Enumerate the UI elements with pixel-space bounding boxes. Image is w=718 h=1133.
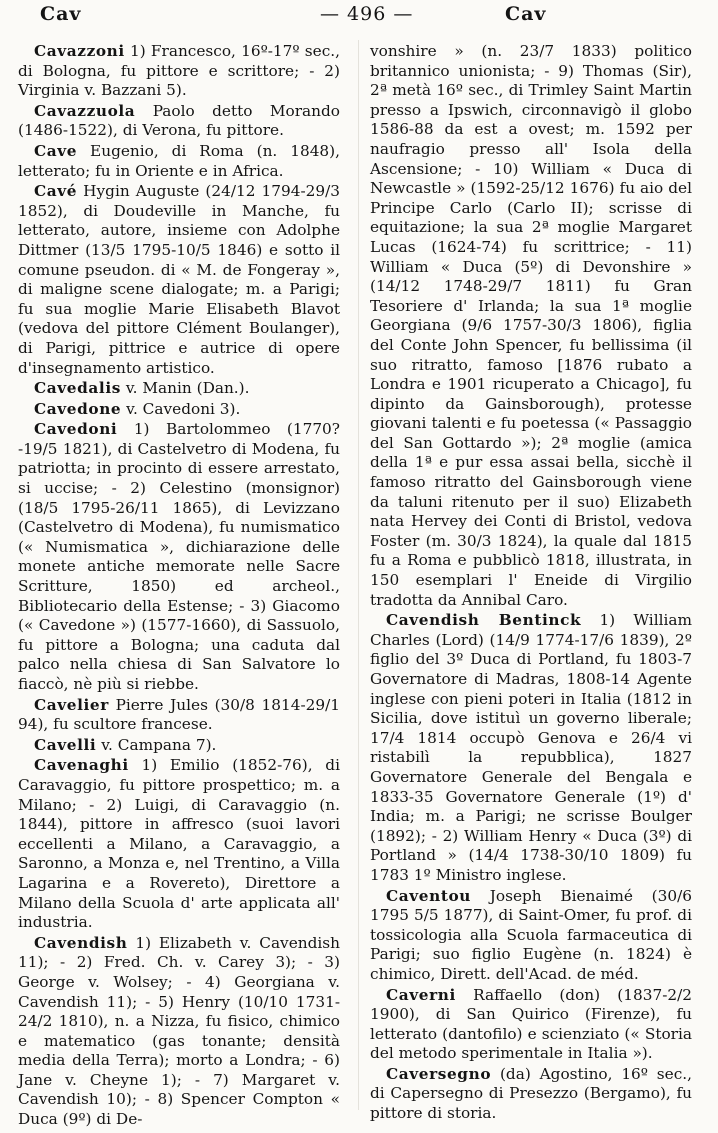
entry-text: Joseph Bienaimé (30/6 1795 5/5 1877), di Saint-Omer, fu prof. di tossicologia alla Scuola farmaceutica di Parigi; suo figlio Eugène (n. 1824) è chimico, Dirett. dell'Acad. de méd.: [370, 886, 692, 983]
entry-text: Paolo detto Morando (1486-1522), di Verona, fu pittore.: [18, 101, 340, 140]
entry-headword: Caverni: [386, 985, 456, 1004]
entry-text: 1) Bartolommeo (1770?-19/5 1821), di Castelvetro di Modena, fu patriotta; in procinto di essere arrestato, si uccise; - 2) Celestino (monsignor) (18/5 1795-26/11 1865), di Levizzano (Castelvetro di Modena), fu numismatico (« Numismatica », dichiarazione delle monete antiche memorate nelle Sacre Scritture, 1850) ed archeol., Bibliotecario della Estense; - 3) Giacomo (« Cavedone ») (1577-1660), di Sassuolo, fu pittore a Bologna; una caduta dal palco nella chiesa di San Salvatore lo fiaccò, nè più si riebbe.: [18, 420, 340, 693]
entry: [370, 986, 692, 1064]
entry-headword: Cavelli: [34, 735, 97, 754]
entry: [18, 934, 340, 1130]
entry-text: 1) William Charles (Lord) (14/9 1774-17/6 1839), 2º figlio del 3º Duca di Portland, fu 1803-7 Governatore di Madras, 1808-14 Agente inglese con pieni poteri in Italia (1812 in Sicilia, dove istituì un governo liberale; 17/4 1814 occupò Genova e 26/4 vi ristabilì la repubblica), 1827 Governatore Generale del Bengala e 1833-35 Governatore Generale (1º) d' India; m. a Parigi; ne scrisse Boulger (1892); - 2) William Henry « Duca (3º) di Portland » (14/4 1738-30/10 1809) fu 1783 1º Ministro inglese.: [370, 611, 692, 884]
entry: [18, 420, 340, 694]
entry: [370, 611, 692, 885]
entry: [18, 696, 340, 735]
entry-headword: Cavedone: [34, 399, 122, 418]
entry-headword: Caversegno: [386, 1064, 492, 1083]
entry: [18, 102, 340, 141]
entry: [18, 736, 340, 756]
page-header: [0, 0, 718, 36]
entry-text: Raffaello (don) (1837-2/2 1900), di San Quirico (Firenze), fu letterato (dantofilo) e scienziato (« Storia del metodo sperimentale in Italia »).: [370, 985, 692, 1063]
entry: [18, 379, 340, 399]
entry-headword: Cavazzuola: [34, 101, 136, 120]
entry-text: 1) Francesco, 16º-17º sec., di Bologna, fu pittore e scrittore; - 2) Virginia v. Bazzani 5).: [18, 42, 340, 100]
entry-headword: Caventou: [386, 886, 472, 905]
entry-text: Eugenio, di Roma (n. 1848), letterato; fu in Oriente e in Africa.: [18, 141, 340, 180]
header-right-guideword: Cav: [505, 3, 547, 25]
left-column: [18, 42, 340, 1131]
header-left-guideword: Cav: [40, 3, 82, 25]
entry-text: Pierre Jules (30/8 1814-29/1 94), fu scultore francese.: [18, 695, 340, 734]
entry-continuation: [370, 42, 692, 610]
entry-headword: Cavelier: [34, 695, 109, 714]
entry-headword: Cavedalis: [34, 379, 121, 398]
entry-text: v. Campana 7).: [96, 735, 217, 754]
entry: [18, 182, 340, 378]
entry-headword: Cavazzoni: [34, 42, 125, 60]
entry: [18, 756, 340, 932]
entry-headword: Cavenaghi: [34, 756, 129, 775]
entry: [370, 887, 692, 985]
right-column: [370, 42, 692, 1125]
entry-text: Hygin Auguste (24/12 1794-29/3 1852), di Doudeville in Manche, fu letterato, autore, insieme con Adolphe Dittmer (13/5 1795-10/5 1846) e sotto il comune pseudon. di « M. de Fongeray », di maligne scene dialogate; m. a Parigi; fu sua moglie Marie Elisabeth Blavot (vedova del pittore Clément Boulanger), di Parigi, pittrice e autrice di opere d'insegnamento artistico.: [18, 182, 340, 377]
column-gutter: [358, 40, 359, 1110]
entry-headword: Cavé: [34, 182, 78, 201]
entry-text: v. Manin (Dan.).: [120, 379, 250, 398]
entry: [18, 42, 340, 101]
entry-text: (da) Agostino, 16º sec., di Capersegno di Presezzo (Bergamo), fu pittore di storia.: [370, 1064, 692, 1123]
entry: [18, 142, 340, 181]
entry: [370, 1065, 692, 1124]
entry-text: v. Cavedoni 3).: [121, 399, 241, 418]
entry-headword: Cavendish: [34, 933, 128, 952]
page-number: — 496 —: [320, 3, 414, 25]
entry: [18, 400, 340, 420]
entry-headword: Cavendish Bentinck: [386, 611, 582, 630]
entry-headword: Cave: [34, 141, 78, 160]
entry-text: 1) Elizabeth v. Cavendish 11); - 2) Fred. Ch. v. Carey 3); - 3) George v. Wolsey; - 4) Georgiana v. Cavendish 11); - 5) Henry (10/10 1731-24/2 1810), n. a Nizza, fu fisico, chimico e matematico (gas tonante; densità media della Terra); morto a Londra; - 6) Jane v. Cheyne 1); - 7) Margaret v. Cavendish 10); - 8) Spencer Compton « Duca (9º) di De-: [18, 933, 340, 1129]
entry-text: vonshire » (n. 23/7 1833) politico britannico unionista; - 9) Thomas (Sir), 2ª metà 16º sec., di Trimley Saint Martin presso a Ipswich, circonnavigò il globo 1586-88 da est a ovest; m. 1592 per naufragio presso all' Isola della Ascensione; - 10) William « Duca di Newcastle » (1592-25/12 1676) fu aio del Principe Carlo (Carlo II); scrisse di equitazione; la sua 2ª moglie Margaret Lucas (1624-74) fu scrittrice; - 11) William « Duca (5º) di Devonshire » (14/12 1748-29/7 1811) fu Gran Tesoriere d' Irlanda; la sua 1ª moglie Georgiana (9/6 1757-30/3 1806), figlia del Conte John Spencer, fu bellissima (il suo ritratto, famoso [1876 rubato a Londra e 1901 ricuperato a Chicago], fu dipinto da Gainsborough), protesse giovani talenti e fu poetessa (« Passaggio del San Gottardo »); 2ª moglie (amica della 1ª e pur essa assai bella, sicchè il famoso ritratto del Gainsborough viene da taluni ritenuto per il suo) Elizabeth nata Hervey dei Conti di Bristol, vedova Foster (m. 30/3 1824), la quale dal 1815 fu a Roma e pubblicò 1818, illustrata, in 150 esemplari l' Eneide di Virgilio tradotta da Annibal Caro.: [370, 42, 692, 609]
entry-headword: Cavedoni: [34, 420, 118, 439]
entry-text: 1) Emilio (1852-76), di Caravaggio, fu pittore prospettico; m. a Milano; - 2) Luigi, di Caravaggio (n. 1844), pittore in affresco (suoi lavori eccellenti a Milano, a Caravaggio, a Saronno, a Monza e, nel Trentino, a Villa Lagarina e a Rovereto), Direttore a Milano della Scuola d' arte applicata all' industria.: [18, 756, 340, 932]
